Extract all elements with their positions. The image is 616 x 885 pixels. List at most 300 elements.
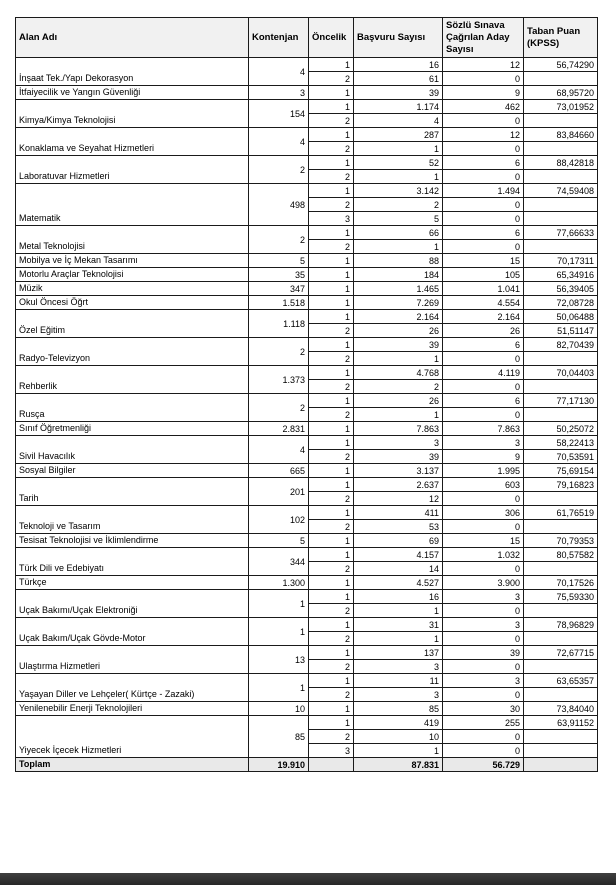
basvuru-cell: 3.137 [354, 464, 443, 478]
alan-adi-cell: Teknoloji ve Tasarım [16, 506, 249, 534]
kontenjan-cell: 102 [249, 506, 309, 534]
taban-cell: 75,59330 [524, 590, 598, 604]
sozlu-cell: 0 [443, 352, 524, 366]
oncelik-cell: 1 [309, 464, 354, 478]
sozlu-cell: 9 [443, 86, 524, 100]
oncelik-cell: 2 [309, 380, 354, 394]
oncelik-cell: 1 [309, 100, 354, 114]
taban-cell: 65,34916 [524, 268, 598, 282]
alan-adi-cell: Radyo-Televizyon [16, 338, 249, 366]
oncelik-cell: 2 [309, 198, 354, 212]
total-oncelik-cell [309, 758, 354, 772]
table-header [16, 18, 598, 58]
alan-adi-cell: Tarih [16, 478, 249, 506]
col-header-taban-puan: Taban Puan (KPSS) [524, 18, 598, 58]
alan-adi-cell: Laboratuvar Hizmetleri [16, 156, 249, 184]
taban-cell: 70,53591 [524, 450, 598, 464]
basvuru-cell: 1 [354, 408, 443, 422]
kontenjan-cell: 1 [249, 674, 309, 702]
basvuru-cell: 287 [354, 128, 443, 142]
oncelik-cell: 3 [309, 212, 354, 226]
taban-cell [524, 72, 598, 86]
basvuru-cell: 88 [354, 254, 443, 268]
taban-cell: 63,91152 [524, 716, 598, 730]
taban-cell: 73,01952 [524, 100, 598, 114]
basvuru-cell: 85 [354, 702, 443, 716]
taban-cell: 56,39405 [524, 282, 598, 296]
table-body [16, 58, 598, 758]
taban-cell: 68,95720 [524, 86, 598, 100]
taban-cell [524, 170, 598, 184]
taban-cell [524, 198, 598, 212]
alan-adi-cell: İnşaat Tek./Yapı Dekorasyon [16, 58, 249, 86]
taban-cell: 72,08728 [524, 296, 598, 310]
sozlu-cell: 6 [443, 394, 524, 408]
taban-cell: 88,42818 [524, 156, 598, 170]
oncelik-cell: 1 [309, 646, 354, 660]
kontenjan-cell: 1.518 [249, 296, 309, 310]
alan-adi-cell: Mobilya ve İç Mekan Tasarımı [16, 254, 249, 268]
table-row [16, 478, 598, 492]
table-row [16, 310, 598, 324]
table-row [16, 422, 598, 436]
sozlu-cell: 0 [443, 240, 524, 254]
sozlu-cell: 3.900 [443, 576, 524, 590]
oncelik-cell: 1 [309, 310, 354, 324]
sozlu-cell: 0 [443, 492, 524, 506]
kontenjan-cell: 2 [249, 394, 309, 422]
col-header-kontenjan: Kontenjan [249, 18, 309, 58]
table-row [16, 338, 598, 352]
alan-adi-cell: Türk Dili ve Edebiyatı [16, 548, 249, 576]
oncelik-cell: 1 [309, 436, 354, 450]
col-header-sozlu-sinava: Sözlü Sınava Çağrılan Aday Sayısı [443, 18, 524, 58]
alan-adi-cell: Sınıf Öğretmenliği [16, 422, 249, 436]
sozlu-cell: 6 [443, 338, 524, 352]
oncelik-cell: 1 [309, 422, 354, 436]
basvuru-cell: 4.768 [354, 366, 443, 380]
kontenjan-cell: 5 [249, 254, 309, 268]
basvuru-cell: 1 [354, 142, 443, 156]
col-header-basvuru-sayisi: Başvuru Sayısı [354, 18, 443, 58]
oncelik-cell: 1 [309, 86, 354, 100]
sozlu-cell: 7.863 [443, 422, 524, 436]
basvuru-cell: 1 [354, 604, 443, 618]
oncelik-cell: 1 [309, 716, 354, 730]
sozlu-cell: 12 [443, 58, 524, 72]
basvuru-cell: 4.527 [354, 576, 443, 590]
sozlu-cell: 0 [443, 660, 524, 674]
basvuru-cell: 1 [354, 352, 443, 366]
alan-adi-cell: Konaklama ve Seyahat Hizmetleri [16, 128, 249, 156]
table-row [16, 716, 598, 730]
kontenjan-cell: 4 [249, 58, 309, 86]
basvuru-cell: 53 [354, 520, 443, 534]
sozlu-cell: 0 [443, 114, 524, 128]
kontenjan-cell: 347 [249, 282, 309, 296]
total-sozlu-cell: 56.729 [443, 758, 524, 772]
alan-adi-cell: Türkçe [16, 576, 249, 590]
basvuru-cell: 2.637 [354, 478, 443, 492]
basvuru-cell: 1 [354, 170, 443, 184]
kontenjan-cell: 1 [249, 618, 309, 646]
oncelik-cell: 1 [309, 156, 354, 170]
alan-adi-cell: Sivil Havacılık [16, 436, 249, 464]
table-row [16, 128, 598, 142]
taban-cell: 61,76519 [524, 506, 598, 520]
kontenjan-cell: 3 [249, 86, 309, 100]
oncelik-cell: 2 [309, 408, 354, 422]
basvuru-cell: 1 [354, 744, 443, 758]
sozlu-cell: 306 [443, 506, 524, 520]
sozlu-cell: 0 [443, 212, 524, 226]
sozlu-cell: 1.032 [443, 548, 524, 562]
taban-cell: 70,04403 [524, 366, 598, 380]
basvuru-cell: 411 [354, 506, 443, 520]
taban-cell: 80,57582 [524, 548, 598, 562]
table-row [16, 296, 598, 310]
sozlu-cell: 4.119 [443, 366, 524, 380]
oncelik-cell: 2 [309, 688, 354, 702]
oncelik-cell: 1 [309, 268, 354, 282]
table-row [16, 618, 598, 632]
basvuru-cell: 2 [354, 380, 443, 394]
alan-adi-cell: Rusça [16, 394, 249, 422]
kontenjan-cell: 85 [249, 716, 309, 758]
taban-cell: 70,17526 [524, 576, 598, 590]
oncelik-cell: 1 [309, 128, 354, 142]
taban-cell [524, 212, 598, 226]
basvuru-cell: 1.465 [354, 282, 443, 296]
basvuru-cell: 11 [354, 674, 443, 688]
sozlu-cell: 255 [443, 716, 524, 730]
basvuru-cell: 137 [354, 646, 443, 660]
alan-adi-cell: Rehberlik [16, 366, 249, 394]
taban-cell: 63,65357 [524, 674, 598, 688]
table-row [16, 674, 598, 688]
sozlu-cell: 39 [443, 646, 524, 660]
header-row [16, 18, 598, 58]
basvuru-cell: 3.142 [354, 184, 443, 198]
basvuru-cell: 69 [354, 534, 443, 548]
taban-cell [524, 744, 598, 758]
total-taban-cell [524, 758, 598, 772]
table-row [16, 226, 598, 240]
kontenjan-cell: 13 [249, 646, 309, 674]
total-kontenjan-cell: 19.910 [249, 758, 309, 772]
kontenjan-cell: 2.831 [249, 422, 309, 436]
oncelik-cell: 1 [309, 282, 354, 296]
taban-cell [524, 520, 598, 534]
taban-cell: 51,51147 [524, 324, 598, 338]
sozlu-cell: 1.995 [443, 464, 524, 478]
sozlu-cell: 0 [443, 562, 524, 576]
table-row [16, 464, 598, 478]
basvuru-cell: 7.863 [354, 422, 443, 436]
sozlu-cell: 0 [443, 688, 524, 702]
taban-cell: 77,66633 [524, 226, 598, 240]
alan-adi-cell: Yiyecek İçecek Hizmetleri [16, 716, 249, 758]
oncelik-cell: 2 [309, 562, 354, 576]
alan-adi-cell: Matematik [16, 184, 249, 226]
sozlu-cell: 105 [443, 268, 524, 282]
table-row [16, 590, 598, 604]
kontenjan-cell: 154 [249, 100, 309, 128]
sozlu-cell: 3 [443, 618, 524, 632]
oncelik-cell: 2 [309, 520, 354, 534]
basvuru-cell: 52 [354, 156, 443, 170]
sozlu-cell: 4.554 [443, 296, 524, 310]
basvuru-cell: 12 [354, 492, 443, 506]
alan-adi-cell: Kimya/Kimya Teknolojisi [16, 100, 249, 128]
basvuru-cell: 1 [354, 632, 443, 646]
oncelik-cell: 2 [309, 352, 354, 366]
table-row [16, 58, 598, 72]
taban-cell [524, 632, 598, 646]
oncelik-cell: 2 [309, 72, 354, 86]
col-header-oncelik: Öncelik [309, 18, 354, 58]
basvuru-cell: 7.269 [354, 296, 443, 310]
taban-cell [524, 492, 598, 506]
basvuru-cell: 26 [354, 394, 443, 408]
taban-cell [524, 352, 598, 366]
basvuru-cell: 3 [354, 688, 443, 702]
basvuru-cell: 3 [354, 436, 443, 450]
sozlu-cell: 2.164 [443, 310, 524, 324]
total-basvuru-cell: 87.831 [354, 758, 443, 772]
kontenjan-cell: 4 [249, 128, 309, 156]
sozlu-cell: 15 [443, 534, 524, 548]
taban-cell: 78,96829 [524, 618, 598, 632]
oncelik-cell: 2 [309, 632, 354, 646]
alan-adi-cell: Sosyal Bilgiler [16, 464, 249, 478]
kontenjan-cell: 498 [249, 184, 309, 226]
sozlu-cell: 462 [443, 100, 524, 114]
table-row [16, 506, 598, 520]
sozlu-cell: 3 [443, 436, 524, 450]
taban-cell [524, 730, 598, 744]
sozlu-cell: 0 [443, 520, 524, 534]
kontenjan-cell: 344 [249, 548, 309, 576]
basvuru-cell: 1.174 [354, 100, 443, 114]
taban-cell [524, 380, 598, 394]
table-footer [16, 758, 598, 772]
alan-adi-cell: Okul Öncesi Öğrt [16, 296, 249, 310]
table-row [16, 156, 598, 170]
basvuru-cell: 16 [354, 590, 443, 604]
kontenjan-cell: 2 [249, 226, 309, 254]
alan-adi-cell: Metal Teknolojisi [16, 226, 249, 254]
oncelik-cell: 1 [309, 702, 354, 716]
oncelik-cell: 1 [309, 590, 354, 604]
kontenjan-cell: 5 [249, 534, 309, 548]
basvuru-cell: 5 [354, 212, 443, 226]
basvuru-cell: 16 [354, 58, 443, 72]
alan-adi-cell: Tesisat Teknolojisi ve İklimlendirme [16, 534, 249, 548]
taban-cell [524, 240, 598, 254]
oncelik-cell: 1 [309, 254, 354, 268]
table-row [16, 436, 598, 450]
basvuru-cell: 184 [354, 268, 443, 282]
kontenjan-cell: 4 [249, 436, 309, 464]
alan-adi-cell: Uçak Bakımı/Uçak Elektroniği [16, 590, 249, 618]
basvuru-cell: 39 [354, 450, 443, 464]
table-row [16, 86, 598, 100]
basvuru-cell: 39 [354, 86, 443, 100]
basvuru-cell: 31 [354, 618, 443, 632]
oncelik-cell: 2 [309, 240, 354, 254]
alan-adi-cell: Müzik [16, 282, 249, 296]
sozlu-cell: 0 [443, 604, 524, 618]
basvuru-cell: 66 [354, 226, 443, 240]
sozlu-cell: 30 [443, 702, 524, 716]
oncelik-cell: 1 [309, 674, 354, 688]
basvuru-cell: 26 [354, 324, 443, 338]
sozlu-cell: 3 [443, 590, 524, 604]
taban-cell: 58,22413 [524, 436, 598, 450]
basvuru-cell: 4.157 [354, 548, 443, 562]
alan-adi-cell: Uçak Bakım/Uçak Gövde-Motor [16, 618, 249, 646]
basvuru-cell: 2 [354, 198, 443, 212]
table-row [16, 254, 598, 268]
kontenjan-cell: 1 [249, 590, 309, 618]
oncelik-cell: 1 [309, 478, 354, 492]
taban-cell: 73,84040 [524, 702, 598, 716]
oncelik-cell: 2 [309, 492, 354, 506]
oncelik-cell: 1 [309, 576, 354, 590]
oncelik-cell: 1 [309, 184, 354, 198]
taban-cell: 79,16823 [524, 478, 598, 492]
sozlu-cell: 0 [443, 408, 524, 422]
sozlu-cell: 0 [443, 744, 524, 758]
basvuru-cell: 419 [354, 716, 443, 730]
sozlu-cell: 12 [443, 128, 524, 142]
basvuru-cell: 39 [354, 338, 443, 352]
kontenjan-cell: 35 [249, 268, 309, 282]
sozlu-cell: 9 [443, 450, 524, 464]
table-row [16, 534, 598, 548]
taskbar[interactable] [0, 873, 616, 885]
table-row [16, 282, 598, 296]
oncelik-cell: 1 [309, 58, 354, 72]
taban-cell: 77,17130 [524, 394, 598, 408]
sozlu-cell: 6 [443, 156, 524, 170]
taban-cell: 74,59408 [524, 184, 598, 198]
alan-adi-cell: Motorlu Araçlar Teknolojisi [16, 268, 249, 282]
col-header-alan-adi: Alan Adı [16, 18, 249, 58]
taban-cell: 50,06488 [524, 310, 598, 324]
table-row [16, 394, 598, 408]
sozlu-cell: 0 [443, 632, 524, 646]
total-row [16, 758, 598, 772]
sozlu-cell: 0 [443, 72, 524, 86]
sozlu-cell: 603 [443, 478, 524, 492]
oncelik-cell: 3 [309, 744, 354, 758]
sozlu-cell: 1.494 [443, 184, 524, 198]
oncelik-cell: 2 [309, 324, 354, 338]
oncelik-cell: 2 [309, 730, 354, 744]
kpss-quota-table [15, 17, 598, 772]
oncelik-cell: 1 [309, 506, 354, 520]
kontenjan-cell: 2 [249, 156, 309, 184]
basvuru-cell: 14 [354, 562, 443, 576]
oncelik-cell: 1 [309, 394, 354, 408]
sozlu-cell: 6 [443, 226, 524, 240]
taban-cell [524, 688, 598, 702]
sozlu-cell: 0 [443, 170, 524, 184]
oncelik-cell: 1 [309, 296, 354, 310]
oncelik-cell: 1 [309, 618, 354, 632]
table-row [16, 576, 598, 590]
taban-cell [524, 114, 598, 128]
taban-cell [524, 562, 598, 576]
oncelik-cell: 2 [309, 450, 354, 464]
sozlu-cell: 3 [443, 674, 524, 688]
basvuru-cell: 3 [354, 660, 443, 674]
kontenjan-cell: 2 [249, 338, 309, 366]
oncelik-cell: 2 [309, 114, 354, 128]
sozlu-cell: 0 [443, 198, 524, 212]
taban-cell: 56,74290 [524, 58, 598, 72]
table-row [16, 646, 598, 660]
oncelik-cell: 1 [309, 226, 354, 240]
kontenjan-cell: 10 [249, 702, 309, 716]
alan-adi-cell: Yaşayan Diller ve Lehçeler( Kürtçe - Zazaki) [16, 674, 249, 702]
basvuru-cell: 61 [354, 72, 443, 86]
kontenjan-cell: 1.118 [249, 310, 309, 338]
oncelik-cell: 1 [309, 366, 354, 380]
basvuru-cell: 4 [354, 114, 443, 128]
taban-cell: 70,79353 [524, 534, 598, 548]
alan-adi-cell: Yenilenebilir Enerji Teknolojileri [16, 702, 249, 716]
oncelik-cell: 2 [309, 142, 354, 156]
kontenjan-cell: 1.300 [249, 576, 309, 590]
sozlu-cell: 0 [443, 380, 524, 394]
taban-cell [524, 408, 598, 422]
table-row [16, 184, 598, 198]
table-row [16, 702, 598, 716]
oncelik-cell: 2 [309, 660, 354, 674]
taban-cell: 50,25072 [524, 422, 598, 436]
taban-cell: 75,69154 [524, 464, 598, 478]
table-row [16, 100, 598, 114]
kontenjan-cell: 1.373 [249, 366, 309, 394]
table-row [16, 268, 598, 282]
taban-cell: 83,84660 [524, 128, 598, 142]
basvuru-cell: 10 [354, 730, 443, 744]
oncelik-cell: 2 [309, 604, 354, 618]
table-row [16, 548, 598, 562]
taban-cell: 70,17311 [524, 254, 598, 268]
sozlu-cell: 0 [443, 142, 524, 156]
taban-cell [524, 660, 598, 674]
sozlu-cell: 1.041 [443, 282, 524, 296]
taban-cell [524, 142, 598, 156]
oncelik-cell: 1 [309, 548, 354, 562]
taban-cell: 72,67715 [524, 646, 598, 660]
kontenjan-cell: 201 [249, 478, 309, 506]
total-label-cell: Toplam [16, 758, 249, 772]
alan-adi-cell: Ulaştırma Hizmetleri [16, 646, 249, 674]
kontenjan-cell: 665 [249, 464, 309, 478]
basvuru-cell: 2.164 [354, 310, 443, 324]
taban-cell: 82,70439 [524, 338, 598, 352]
oncelik-cell: 2 [309, 170, 354, 184]
alan-adi-cell: İtfaiyecilik ve Yangın Güvenliği [16, 86, 249, 100]
table-row [16, 366, 598, 380]
sozlu-cell: 0 [443, 730, 524, 744]
taban-cell [524, 604, 598, 618]
